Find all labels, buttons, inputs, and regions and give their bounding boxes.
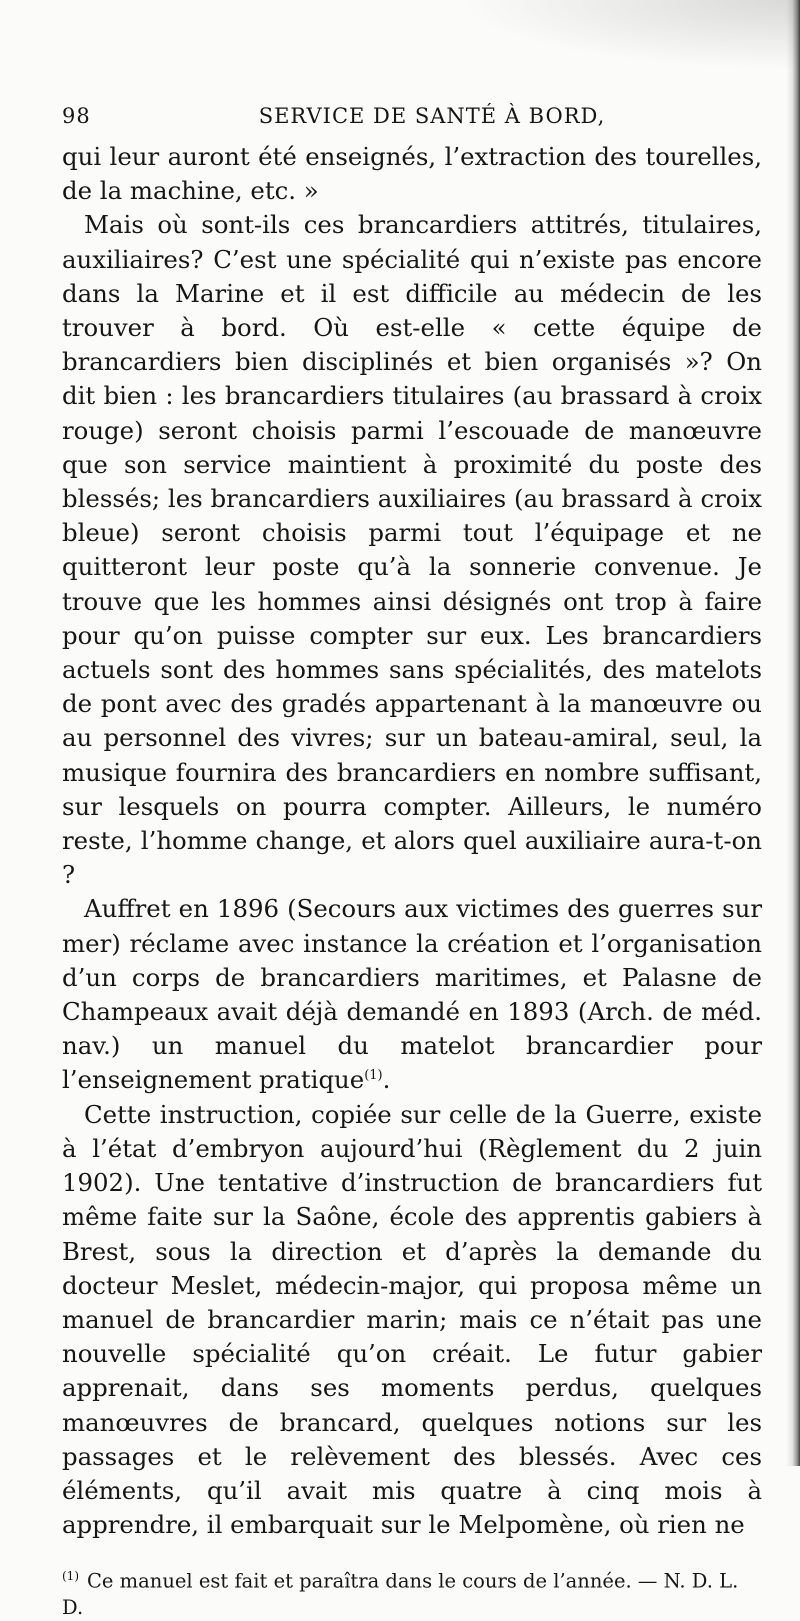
paragraph-4: Cette instruction, copiée sur celle de la Guerre, existe à l’état d’embryon aujourd’hui (Règlement du 2 juin 1902). Une tentative d’instruction de brancardiers fut même faite sur la Saône, école des apprentis gabiers à Brest, sous la direction et d’après la demande du docteur Meslet, médecin-major, qui proposa même un manuel de brancardier marin; mais ce n’était pas une nouvelle spécialité qu’on créait. Le futur gabier apprenait, dans ses moments perdus, quelques manœuvres de brancard, quelques notions sur les passages et le relèvement des blessés. Avec ces éléments, qu’il avait mis quatre à cinq mois à apprendre, il embarquait sur le Melpomène, où rien ne xyxy=(62,1099,762,1540)
book-page xyxy=(62,96,762,1621)
body-text xyxy=(62,140,762,1542)
scan-shadow-top xyxy=(460,0,800,70)
scan-shadow-edge xyxy=(786,0,800,1466)
footnote-text: Ce manuel est fait et paraîtra dans le cours de l’année. — N. D. L. D. xyxy=(62,1569,739,1619)
paragraph-3-text: Auffret en 1896 (Secours aux victimes des guerres sur mer) réclame avec instance la création et l’organisation d’un corps de brancardiers maritimes, et Palasne de Champeaux avait déjà demandé en 1893 (Arch. de méd. nav.) un manuel du matelot brancardier pour l’enseignement pratique xyxy=(62,894,762,1095)
running-title: SERVICE DE SANTÉ À BORD, xyxy=(258,104,606,128)
page-number: 98 xyxy=(62,104,91,128)
footnote xyxy=(62,1563,762,1621)
footnote-mark: (1) xyxy=(62,1569,79,1584)
paragraph-3 xyxy=(62,892,762,1097)
page-header xyxy=(62,96,762,140)
footnote-reference[interactable]: (1) xyxy=(364,1068,383,1084)
paragraph-3-tail: . xyxy=(382,1065,391,1095)
paragraph-2: Mais où sont-ils ces brancardiers attitrés, titulaires, auxiliaires? C’est une spécialité qui n’existe pas encore dans la Marine et il est difficile au médecin de les trouver à bord. Où est-elle « cette équipe de brancardiers bien disciplinés et bien organisés »? On dit bien : les brancardiers titulaires (au brassard à croix rouge) seront choisis parmi l’escouade de manœuvre que son service maintient à proximité du poste des blessés; les brancardiers auxiliaires (au brassard à croix bleue) seront choisis parmi tout l’équipage et ne quitteront leur poste qu’à la sonnerie convenue. Je trouve que les hommes ainsi désignés ont trop à faire pour qu’on puisse compter sur eux. Les brancardiers actuels sont des hommes sans spécialités, des matelots de pont avec des gradés appartenant à la manœuvre ou au personnel des vivres; sur un bateau-amiral, seul, la musique fournira des brancardiers en nombre suffisant, sur lesquels on pourra compter. Ailleurs, le numéro reste, l’homme change, et alors quel auxiliaire aura-t-on ? xyxy=(62,210,762,890)
paragraph-1: qui leur auront été enseignés, l’extraction des tourelles, de la machine, etc. » xyxy=(62,142,762,206)
